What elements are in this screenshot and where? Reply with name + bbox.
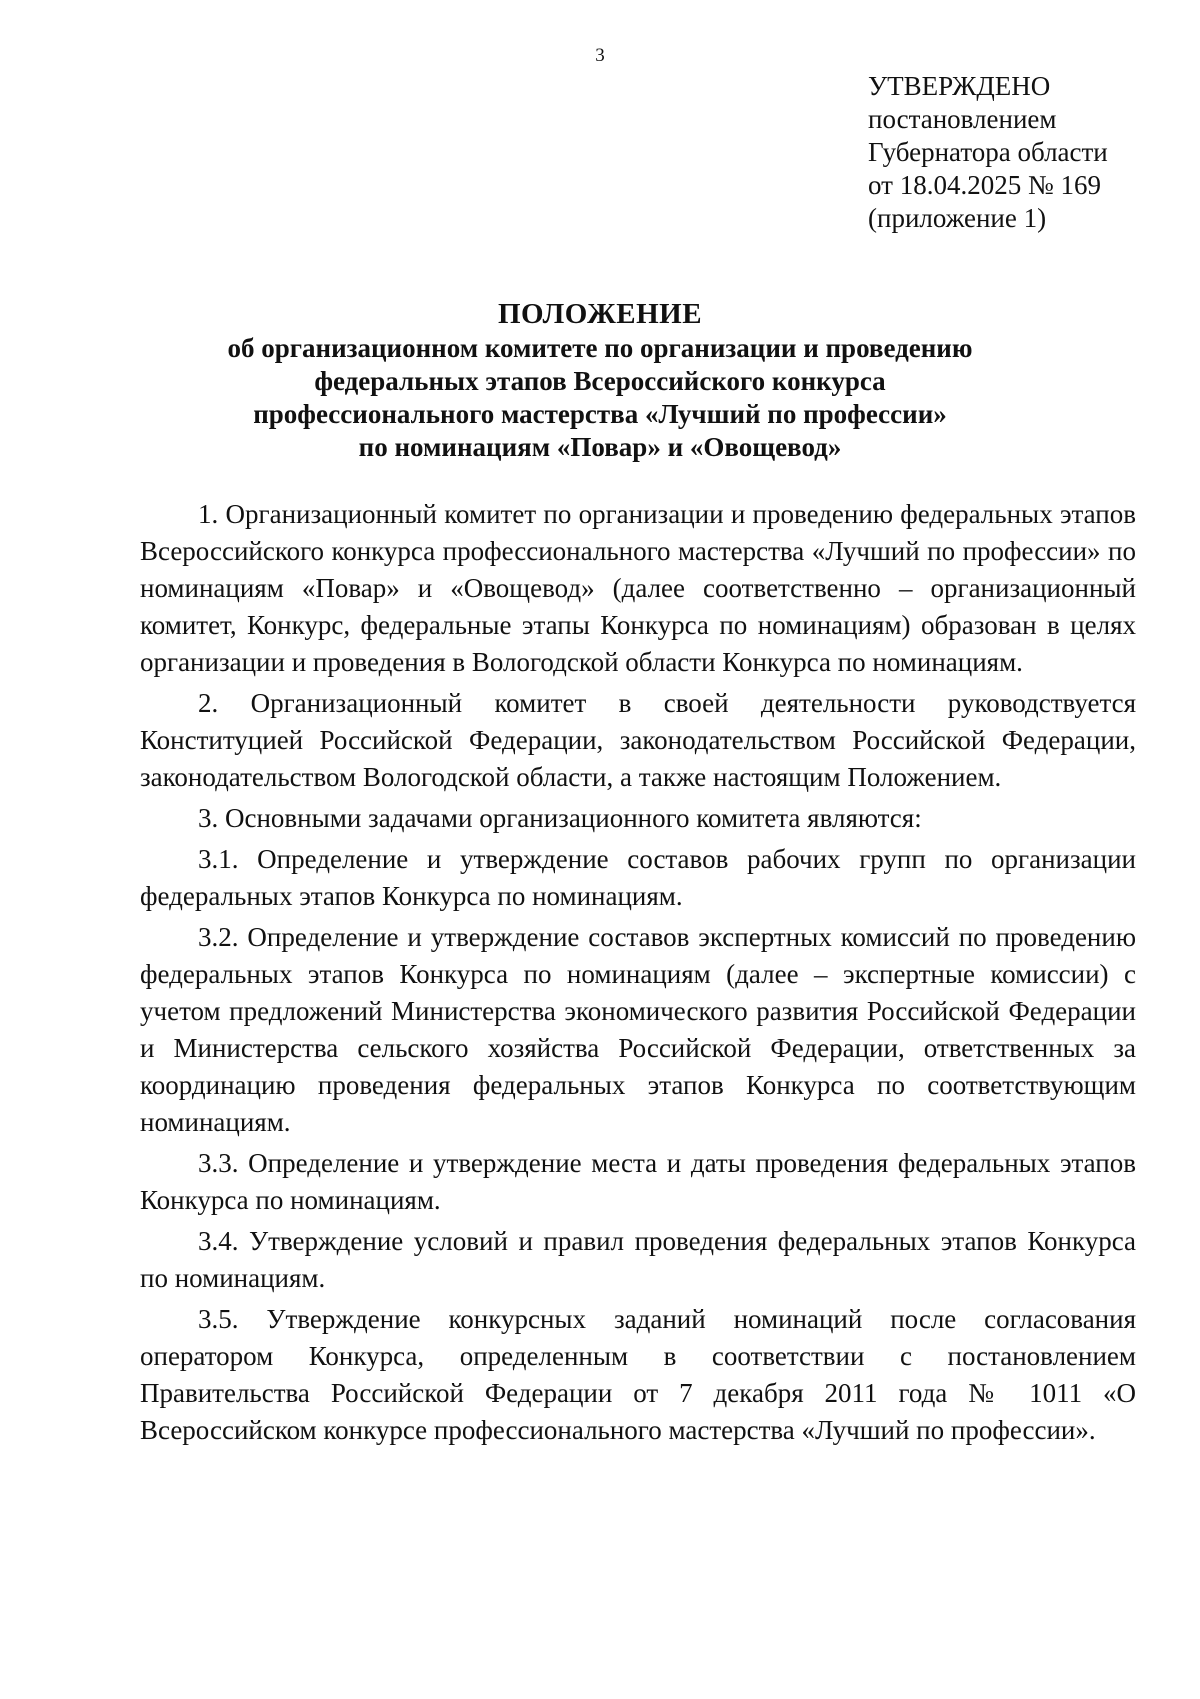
title-subtitle-line-3: профессионального мастерства «Лучший по профессии» bbox=[253, 399, 947, 429]
approval-line-governor: Губернатора области bbox=[868, 137, 1108, 167]
paragraph-3: 3. Основными задачами организационного комитета являются: bbox=[198, 803, 922, 833]
title-subtitle-line-2: федеральных этапов Всероссийского конкурса bbox=[314, 366, 886, 396]
paragraph-3-2: 3.2. Определение и утверждение составов экспертных комиссий по проведению федеральных этапов Конкурса по номинациям (далее – экспертные комиссии) с учетом предложений Министерства экономического развития Российской Федерации и Министерства сельского хозяйства Российской Федерации, ответственных за координацию проведения федеральных этапов Конкурса по соответствующим номинациям. bbox=[140, 922, 1136, 1137]
approval-line-appendix: (приложение 1) bbox=[868, 203, 1047, 233]
approval-stamp bbox=[868, 70, 1168, 235]
document-body bbox=[140, 496, 1136, 1453]
paragraph-3-1: 3.1. Определение и утверждение составов рабочих групп по организации федеральных этапов Конкурса по номинациям. bbox=[140, 844, 1136, 911]
title-subtitle-line-4: по номинациям «Повар» и «Овощевод» bbox=[358, 432, 842, 462]
approval-line-approved: УТВЕРЖДЕНО bbox=[868, 71, 1051, 101]
document-title bbox=[0, 296, 1200, 464]
title-subtitle-line-1: об организационном комитете по организации и проведению bbox=[227, 333, 973, 363]
paragraph-1: 1. Организационный комитет по организации и проведению федеральных этапов Всероссийского конкурса профессионального мастерства «Лучший по профессии» по номинациям «Повар» и «Овощевод» (далее соответственно – организационный комитет, Конкурс, федеральные этапы Конкурса по номинациям) образован в целях организации и проведения в Вологодской области Конкурса по номинациям. bbox=[140, 499, 1136, 677]
paragraph-3-5: 3.5. Утверждение конкурсных заданий номинаций после согласования оператором Конкурса, определенным в соответствии с постановлением Правительства Российской Федерации от 7 декабря 2011 года № 1011 «О Всероссийском конкурсе профессионального мастерства «Лучший по профессии». bbox=[140, 1304, 1136, 1445]
paragraph-3-3: 3.3. Определение и утверждение места и даты проведения федеральных этапов Конкурса по номинациям. bbox=[140, 1148, 1136, 1215]
paragraph-3-4: 3.4. Утверждение условий и правил проведения федеральных этапов Конкурса по номинациям. bbox=[140, 1226, 1136, 1293]
page-number: 3 bbox=[595, 45, 605, 66]
title-main: ПОЛОЖЕНИЕ bbox=[497, 298, 703, 330]
approval-line-date-number: от 18.04.2025 № 169 bbox=[868, 170, 1101, 200]
approval-line-resolution: постановлением bbox=[868, 104, 1057, 134]
paragraph-2: 2. Организационный комитет в своей деятельности руководствуется Конституцией Российской Федерации, законодательством Российской Федерации, законодательством Вологодской области, а также настоящим Положением. bbox=[140, 688, 1136, 792]
